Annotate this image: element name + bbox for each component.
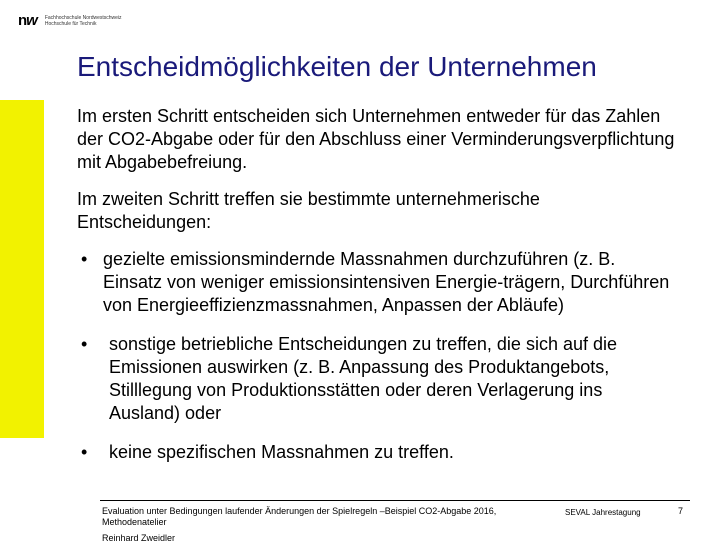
footer-divider xyxy=(100,500,690,501)
logo-line-1: Fachhochschule Nordwestschweiz xyxy=(44,15,122,21)
footer-citation: Evaluation unter Bedingungen laufender Änderungen der Spielregeln –Beispiel CO2-Abgabe 2016, Methodenatelier xyxy=(102,506,497,527)
slide-title: Entscheidmöglichkeiten der Unternehmen xyxy=(77,51,597,82)
logo-line-2: Hochschule für Technik xyxy=(44,21,97,27)
bullet-icon: • xyxy=(81,249,88,269)
list-item-text: gezielte emissionsmindernde Massnahmen durchzuführen (z. B. Einsatz von weniger emissionsintensiven Energie-trägern, Durchführen von Energieeffizienzmassnahmen, Anpassen der Abläufe) xyxy=(103,249,670,315)
footer-event: SEVAL Jahrestagung xyxy=(565,508,641,517)
footer-author: Reinhard Zweidler xyxy=(102,533,176,543)
logo-mark: nw xyxy=(18,12,37,29)
bullet-icon: • xyxy=(81,334,88,354)
list-item-text: sonstige betriebliche Entscheidungen zu treffen, die sich auf die Emissionen auswirken (z. B. Anpassung des Produktangebots, Stilllegung von Produktionsstätten oder deren Verlagerung ins Ausland) oder xyxy=(109,334,617,423)
paragraph-second-step: Im zweiten Schritt treffen sie bestimmte unternehmerische Entscheidungen: xyxy=(77,189,540,232)
accent-bar xyxy=(0,100,44,438)
decision-list xyxy=(77,248,677,464)
list-item xyxy=(77,441,677,464)
paragraph-first-step: Im ersten Schritt entscheiden sich Unternehmen entweder für das Zahlen der CO2-Abgabe oder für den Abschluss einer Verminderungsverpflichtung mit Abgabebefreiung. xyxy=(77,106,675,172)
list-item xyxy=(77,333,677,425)
list-item xyxy=(77,248,677,317)
fhnw-logo xyxy=(18,14,122,28)
list-item-text: keine spezifischen Massnahmen zu treffen. xyxy=(109,442,454,462)
page-number: 7 xyxy=(678,506,684,516)
bullet-icon: • xyxy=(81,442,88,462)
slide-content xyxy=(77,105,677,480)
logo-text xyxy=(45,15,122,27)
